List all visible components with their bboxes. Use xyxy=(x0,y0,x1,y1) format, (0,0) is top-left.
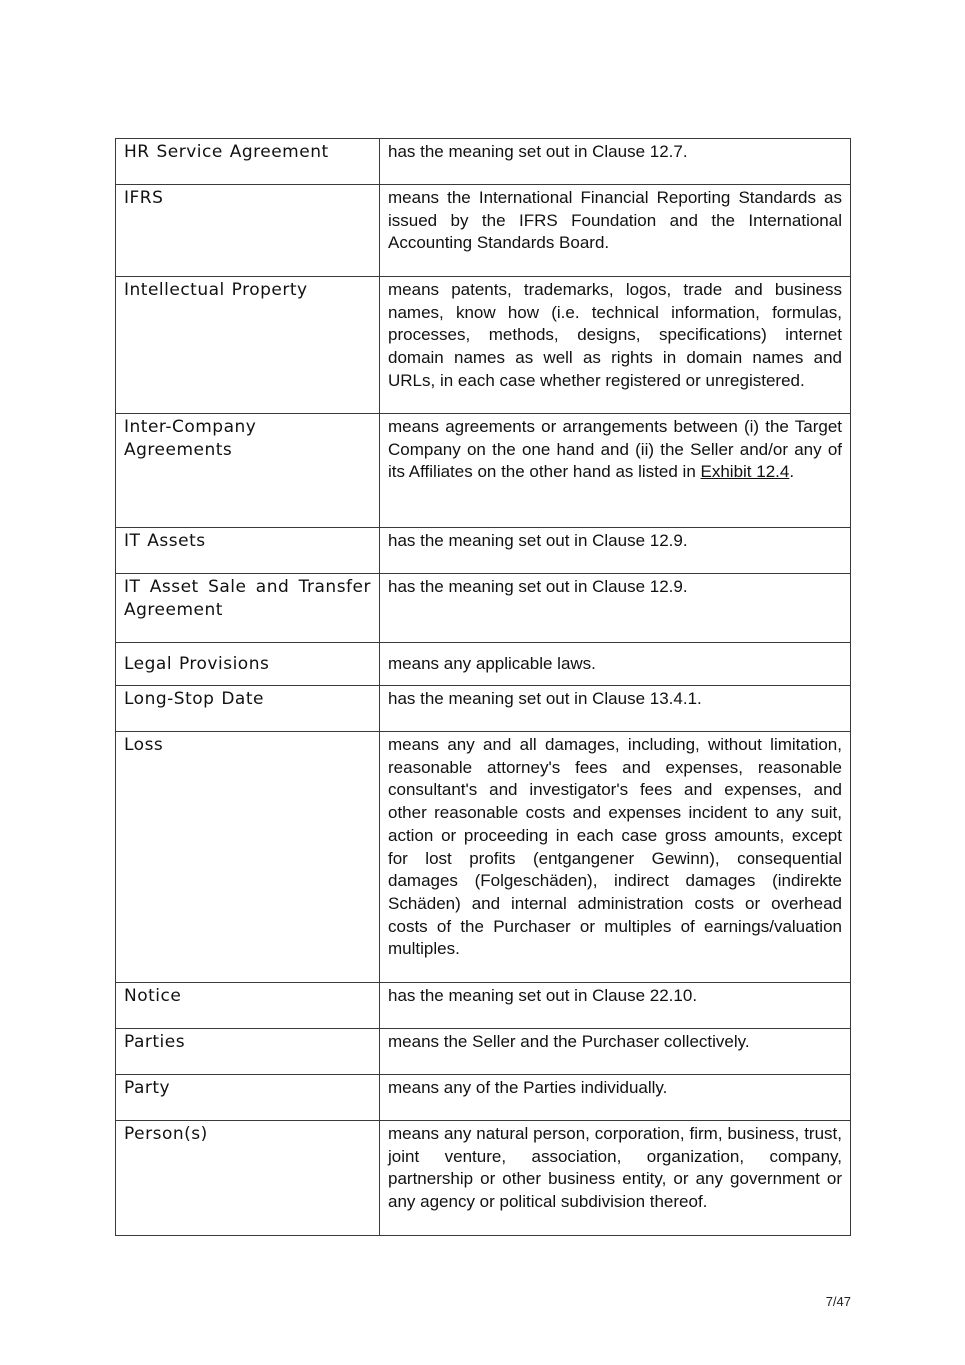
term-label: Person(s) xyxy=(124,1124,208,1144)
term-cell xyxy=(116,139,380,185)
definition-text: means any of the Parties individually. xyxy=(388,1078,668,1097)
definition-cell xyxy=(380,185,851,277)
term-label: IFRS xyxy=(124,188,164,208)
definition-text: means patents, trademarks, logos, trade and business names, know how (i.e. technical information, formulas, processes, methods, designs, specifications) internet domain names as well as rights in domain names and URLs, in each case whether registered or unregistered. xyxy=(388,280,842,390)
definition-cell xyxy=(380,983,851,1029)
term-cell xyxy=(116,686,380,732)
term-cell xyxy=(116,414,380,528)
table-row xyxy=(116,983,851,1029)
term-cell xyxy=(116,983,380,1029)
table-row xyxy=(116,528,851,574)
term-label: Long-Stop Date xyxy=(124,689,264,709)
table-row xyxy=(116,1121,851,1236)
definition-text: means any natural person, corporation, firm, business, trust, joint venture, association, organization, company, partnership or other business entity, or any government or any agency or political subdivision thereof. xyxy=(388,1124,842,1212)
term-label: HR Service Agreement xyxy=(124,142,329,162)
table-row xyxy=(116,139,851,185)
definition-text: means the International Financial Reporting Standards as issued by the IFRS Foundation and the International Accounting Standards Board. xyxy=(388,188,842,253)
definition-cell xyxy=(380,1029,851,1075)
definition-cell xyxy=(380,277,851,414)
term-label: Legal Provisions xyxy=(124,653,270,674)
page-number: 7/47 xyxy=(825,1294,851,1309)
definition-text: has the meaning set out in Clause 13.4.1. xyxy=(388,689,702,708)
definition-cell xyxy=(380,732,851,983)
term-label: Party xyxy=(124,1078,171,1098)
term-cell xyxy=(116,277,380,414)
definition-cell xyxy=(380,686,851,732)
term-label: Parties xyxy=(124,1032,186,1052)
table-row xyxy=(116,1029,851,1075)
term-cell xyxy=(116,1121,380,1236)
table-row xyxy=(116,732,851,983)
term-label: IT Assets xyxy=(124,531,206,551)
term-label: Notice xyxy=(124,986,182,1006)
table-row xyxy=(116,574,851,643)
term-cell xyxy=(116,574,380,643)
definition-cell xyxy=(380,1075,851,1121)
definition-text: has the meaning set out in Clause 12.9. xyxy=(388,531,688,550)
term-label: IT Asset Sale and Transfer Agreement xyxy=(124,577,371,620)
table-row xyxy=(116,185,851,277)
table-row xyxy=(116,277,851,414)
definition-cell xyxy=(380,528,851,574)
definition-text: means any and all damages, including, without limitation, reasonable attorney's fees and expenses, reasonable consultant's and investigator's fees and expenses, and other reasonable costs and expenses incident to any suit, action or proceeding in each case gross amounts, except for lost profits (entgangener Gewinn), consequential damages (Folgeschäden), indirect damages (indirekte Schäden) and internal administration costs or overhead costs of the Purchaser or multiples of earnings/valuation multiples. xyxy=(388,735,842,959)
definition-text-end: . xyxy=(789,462,795,482)
table-row xyxy=(116,643,851,686)
term-cell xyxy=(116,732,380,983)
term-cell xyxy=(116,528,380,574)
table-row xyxy=(116,414,851,528)
definition-text: means the Seller and the Purchaser collectively. xyxy=(388,1032,750,1051)
term-label: Loss xyxy=(124,735,164,755)
definition-cell xyxy=(380,414,851,528)
definition-text: has the meaning set out in Clause 22.10. xyxy=(388,986,698,1005)
definitions-table xyxy=(115,138,851,1236)
definition-cell xyxy=(380,574,851,643)
definition-cell xyxy=(380,1121,851,1236)
definition-cell xyxy=(380,643,851,686)
definition-text: means any applicable laws. xyxy=(388,653,596,673)
exhibit-link[interactable]: Exhibit 12.4 xyxy=(700,462,790,482)
definition-text: has the meaning set out in Clause 12.7. xyxy=(388,142,688,161)
term-cell xyxy=(116,643,380,686)
table-row xyxy=(116,686,851,732)
definition-text: has the meaning set out in Clause 12.9. xyxy=(388,577,688,596)
term-label: Intellectual Property xyxy=(124,280,308,300)
definition-cell xyxy=(380,139,851,185)
term-cell xyxy=(116,185,380,277)
term-cell xyxy=(116,1075,380,1121)
definition-text: means agreements or arrangements between (i) the Target Company on the one hand and (ii) the Seller and/or any of its Affiliates on the other hand as listed in xyxy=(388,417,842,482)
table-row xyxy=(116,1075,851,1121)
term-cell xyxy=(116,1029,380,1075)
term-label: Inter-Company Agreements xyxy=(124,417,257,460)
